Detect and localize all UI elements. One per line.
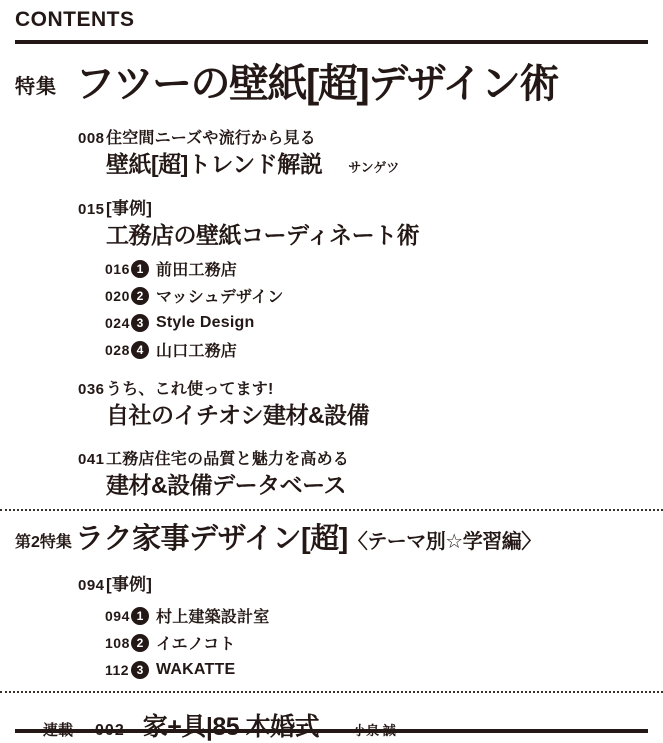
entry-lead: [事例]: [106, 575, 153, 594]
case-list: [105, 255, 648, 363]
toc-entry-lead-line: [78, 198, 648, 220]
case-title: イエノコト: [156, 636, 236, 653]
serial-credit: 小泉 誠: [353, 723, 396, 738]
section-dotted-divider: [0, 691, 663, 693]
case-item: [105, 602, 648, 629]
feature-1-section: [15, 60, 648, 499]
case-item: [105, 629, 648, 656]
entry-lead: 住空間ニーズや流行から見る: [106, 130, 316, 147]
page-number: 002: [95, 722, 125, 739]
serial-title: 家+具|85 木婚式: [142, 713, 320, 741]
page-number: 036: [78, 381, 105, 398]
feature-2-header: [15, 521, 648, 560]
numbered-circle-badge: 3: [131, 661, 149, 679]
numbered-circle-badge: 3: [131, 314, 149, 332]
numbered-circle-badge: 1: [131, 260, 149, 278]
toc-entry: [78, 198, 648, 363]
case-title: 村上建築設計室: [156, 609, 270, 626]
toc-entry-lead-line: [78, 379, 648, 400]
numbered-circle-badge: 2: [131, 634, 149, 652]
feature-1-label: 特集: [15, 75, 57, 98]
feature-2-title-main: ラク家事デザイン[超]: [75, 523, 348, 555]
numbered-circle-badge: 4: [131, 341, 149, 359]
toc-entry-lead-line: [78, 128, 648, 149]
entry-lead: うち、これ使ってます!: [106, 381, 274, 398]
toc-entry-title-line: [106, 402, 648, 429]
case-title: WAKATTE: [156, 660, 236, 678]
case-item: [105, 282, 648, 309]
page-number: 008: [78, 130, 105, 147]
page-number: 041: [78, 451, 105, 468]
page-number: 094: [105, 607, 130, 624]
feature-2-label: 第2特集: [15, 534, 72, 551]
feature-1-items: [78, 128, 648, 499]
footer-double-rule: [15, 729, 648, 733]
page-number: 020: [105, 287, 130, 304]
feature-1-title: フツーの壁紙[超]デザイン術: [75, 62, 558, 106]
case-item: [105, 309, 648, 336]
case-title: マッシュデザイン: [156, 289, 284, 306]
case-item: [105, 656, 648, 683]
case-title: 山口工務店: [156, 343, 238, 360]
toc-entry: [78, 574, 648, 683]
entry-title: 自社のイチオシ建材&設備: [106, 402, 370, 428]
toc-entry: [78, 449, 648, 499]
toc-entry-title-line: [106, 151, 648, 178]
feature-2-section: [15, 521, 648, 683]
feature-1-header: [15, 60, 648, 108]
entry-title: 工務店の壁紙コーディネート術: [106, 222, 420, 248]
feature-2-subtitle: 〈テーマ別☆学習編〉: [347, 531, 541, 553]
entry-lead: 工務店住宅の品質と魅力を高める: [106, 451, 350, 468]
page-number: 094: [78, 577, 105, 594]
case-title: 前田工務店: [156, 262, 238, 279]
toc-entry-title-line: [106, 222, 648, 249]
toc-entry-title-line: [106, 472, 648, 499]
case-title: Style Design: [156, 313, 255, 331]
page-number: 112: [105, 661, 130, 678]
page-number: 016: [105, 260, 130, 277]
entry-title: 建材&設備データベース: [106, 472, 346, 498]
header-double-rule: [15, 40, 648, 44]
toc-entry: [78, 379, 648, 429]
page-number: 024: [105, 314, 130, 331]
feature-2-items: [78, 574, 648, 683]
toc-entry-lead-line: [78, 449, 648, 470]
serial-label: 連載: [43, 722, 74, 739]
page-number: 028: [105, 341, 130, 358]
numbered-circle-badge: 1: [131, 607, 149, 625]
feature-2-title: [75, 521, 541, 560]
page-number: 108: [105, 634, 130, 651]
toc-entry-lead-line: [78, 574, 648, 596]
entry-title: 壁紙[超]トレンド解説: [106, 151, 323, 177]
case-item: [105, 336, 648, 363]
entry-lead: [事例]: [106, 199, 153, 218]
numbered-circle-badge: 2: [131, 287, 149, 305]
section-dotted-divider: [0, 509, 663, 511]
page-number: 015: [78, 201, 105, 218]
toc-entry: [78, 128, 648, 178]
page-title: CONTENTS: [15, 8, 135, 31]
case-item: [105, 255, 648, 282]
entry-credit: サンゲツ: [348, 160, 400, 175]
case-list: [105, 602, 648, 683]
